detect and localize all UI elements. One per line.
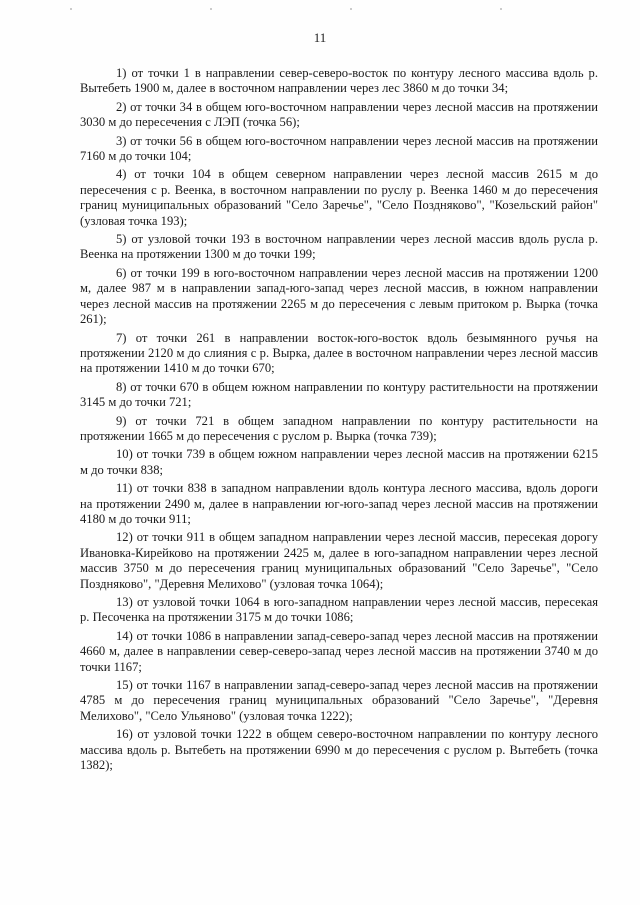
- paragraph: 16) от узловой точки 1222 в общем северо-восточном направлении по контуру лесного массива вдоль р. Вытебеть на протяжении 6990 м до пересечения с руслом р. Вытебеть (точка 1382);: [80, 727, 598, 773]
- paragraph: 7) от точки 261 в направлении восток-юго-восток вдоль безымянного ручья на протяжении 2120 м до слияния с р. Вырка, далее в восточном направлении через лесной массив на протяжении 1410 м до точки 670;: [80, 330, 598, 376]
- paragraph: 3) от точки 56 в общем юго-восточном направлении через лесной массив на протяжении 7160 м до точки 104;: [80, 133, 598, 164]
- paragraph: 11) от точки 838 в западном направлении вдоль контура лесного массива, вдоль дороги на протяжении 2490 м, далее в направлении юг-юго-запад через лесной массив на протяжении 4180 м до точки 911;: [80, 481, 598, 526]
- paragraph: 2) от точки 34 в общем юго-восточном направлении через лесной массив на протяжении 3030 м до пересечения с ЛЭП (точка 56);: [80, 99, 598, 130]
- paragraph: 4) от точки 104 в общем северном направлении через лесной массив 2615 м до пересечения с р. Веенка, в восточном направлении по руслу р. Веенка 1460 м до пересечения границ муниципальных образований "Село Заречье", "Село Поздняково", "Козельский район" (узловая точка 193);: [80, 167, 598, 228]
- scan-artifact: [350, 8, 352, 10]
- paragraph: 13) от узловой точки 1064 в юго-западном направлении через лесной массив, пересекая р. Песоченка на протяжении 3175 м до точки 1086;: [80, 595, 598, 625]
- paragraph: 10) от точки 739 в общем южном направлении через лесной массив на протяжении 6215 м до точки 838;: [80, 447, 598, 477]
- paragraph: 9) от точки 721 в общем западном направлении по контуру растительности на протяжении 1665 м до пересечения с руслом р. Вырка (точка 739);: [80, 413, 598, 443]
- paragraph: 1) от точки 1 в направлении север-северо-восток по контуру лесного массива вдоль р. Вытебеть 1900 м, далее в восточном направлении через лес 3860 м до точки 34;: [80, 66, 598, 96]
- paragraph: 12) от точки 911 в общем западном направлении через лесной массив, пересекая дорогу Ивановка-Кирейково на протяжении 2425 м, далее в юго-западном направлении через лесной массив 3750 м до пересечения границ муниципальных образований "Село Заречье", "Село Поздняково", "Деревня Мелихово" (узловая точка 1064);: [80, 530, 598, 591]
- scan-artifact: [500, 8, 502, 10]
- scan-artifact: [210, 8, 212, 10]
- boundary-description: [80, 66, 598, 776]
- page-number: 11: [313, 30, 327, 45]
- paragraph: 14) от точки 1086 в направлении запад-северо-запад через лесной массив на протяжении 4660 м, далее в направлении север-северо-запад через лесной массив на протяжении 3740 м до точки 1167;: [80, 628, 598, 674]
- paragraph: 5) от узловой точки 193 в восточном направлении через лесной массив вдоль русла р. Веенка на протяжении 1300 м до точки 199;: [80, 232, 598, 262]
- paragraph: 6) от точки 199 в юго-восточном направлении через лесной массив на протяжении 1200 м, далее 987 м в направлении запад-юго-запад через лесной массив, в южном направлении через лесной массив на протяжении 2265 м до пересечения с левым притоком р. Вырка (точка 261);: [80, 265, 598, 327]
- paragraph: 8) от точки 670 в общем южном направлении по контуру растительности на протяжении 3145 м до точки 721;: [80, 379, 598, 410]
- scan-artifact: [70, 8, 72, 10]
- paragraph: 15) от точки 1167 в направлении запад-северо-запад через лесной массив на протяжении 4785 м до пересечения границ муниципальных образований "Село Заречье", "Деревня Мелихово", "Село Ульяново" (узловая точка 1222);: [80, 678, 598, 723]
